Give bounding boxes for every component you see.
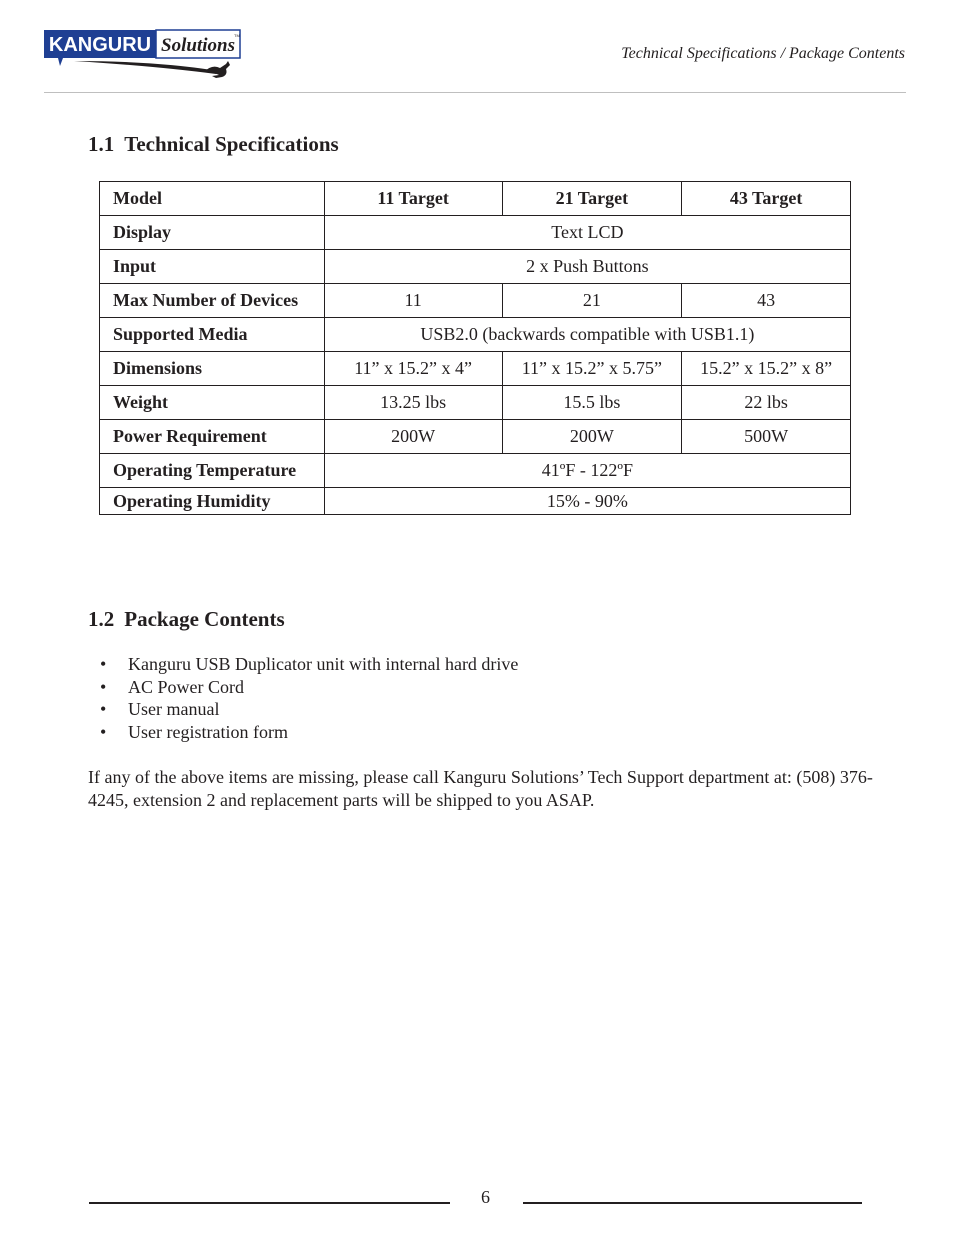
table-row (100, 284, 851, 318)
row-label: Max Number of Devices (100, 284, 325, 318)
list-item-text: User registration form (128, 722, 288, 743)
list-item (88, 676, 518, 699)
footer-rule-right (523, 1202, 862, 1204)
package-contents-list (88, 653, 518, 744)
table-header-cell: 11 Target (324, 182, 502, 216)
row-value: 21 (502, 284, 682, 318)
row-value: 11” x 15.2” x 4” (324, 352, 502, 386)
header-title: Technical Specifications / Package Contents (621, 45, 905, 62)
bullet: • (100, 722, 107, 743)
row-value: 200W (502, 420, 682, 454)
row-value: 15.5 lbs (502, 386, 682, 420)
list-item (88, 721, 518, 744)
row-value: 43 (682, 284, 851, 318)
table-header-row (100, 182, 851, 216)
table-header-cell: 21 Target (502, 182, 682, 216)
footer-rule-left (89, 1202, 450, 1204)
table-row (100, 352, 851, 386)
list-item-text: User manual (128, 699, 220, 720)
kanguru-logo-graphic (44, 28, 244, 84)
bullet: • (100, 654, 107, 674)
section-title: Package Contents (124, 607, 285, 631)
section-heading-specs (88, 132, 339, 157)
bullet: • (100, 699, 107, 720)
row-label: Power Requirement (100, 420, 325, 454)
row-label: Operating Humidity (100, 488, 325, 515)
row-value: 41ºF - 122ºF (324, 454, 850, 488)
bullet: • (100, 676, 107, 697)
missing-items-note: If any of the above items are missing, please call Kanguru Solutions’ Tech Support department at: (508) 376-4245, extension 2 and replacement parts will be shipped to you ASAP. (88, 767, 873, 810)
header-divider (44, 92, 906, 93)
row-value: 500W (682, 420, 851, 454)
table-row (100, 318, 851, 352)
row-value: 15.2” x 15.2” x 8” (682, 352, 851, 386)
row-label: Weight (100, 386, 325, 420)
row-label: Display (100, 216, 325, 250)
logo-brand-text: KANGURU (48, 34, 152, 56)
svg-text:TM: TM (234, 33, 240, 38)
kanguru-logo (44, 28, 244, 84)
kangaroo-icon (204, 61, 230, 78)
table-row (100, 386, 851, 420)
row-value: 11 (324, 284, 502, 318)
table-row (100, 454, 851, 488)
row-value: 22 lbs (682, 386, 851, 420)
row-value: 2 x Push Buttons (324, 250, 850, 284)
row-value: 11” x 15.2” x 5.75” (502, 352, 682, 386)
section-number: 1.1 (88, 132, 115, 156)
table-header-cell: Model (100, 182, 325, 216)
table-row (100, 250, 851, 284)
row-value: Text LCD (324, 216, 850, 250)
section-number: 1.2 (88, 607, 115, 631)
row-label: Input (100, 250, 325, 284)
list-item (88, 653, 518, 676)
row-label: Operating Temperature (100, 454, 325, 488)
row-value: USB2.0 (backwards compatible with USB1.1) (324, 318, 850, 352)
table-row (100, 216, 851, 250)
spec-table (99, 181, 851, 515)
section-title: Technical Specifications (124, 132, 339, 156)
table-header-cell: 43 Target (682, 182, 851, 216)
table-row (100, 488, 851, 515)
section-heading-package (88, 607, 285, 632)
logo-sub-text: Solutions (161, 35, 235, 56)
row-label: Supported Media (100, 318, 325, 352)
page-number: 6 (481, 1187, 490, 1207)
row-label: Dimensions (100, 352, 325, 386)
row-value: 200W (324, 420, 502, 454)
row-value: 13.25 lbs (324, 386, 502, 420)
row-value: 15% - 90% (324, 488, 850, 515)
list-item (88, 698, 518, 721)
list-item-text: Kanguru USB Duplicator unit with internal hard drive (128, 654, 519, 674)
table-row (100, 420, 851, 454)
list-item-text: AC Power Cord (128, 676, 244, 697)
